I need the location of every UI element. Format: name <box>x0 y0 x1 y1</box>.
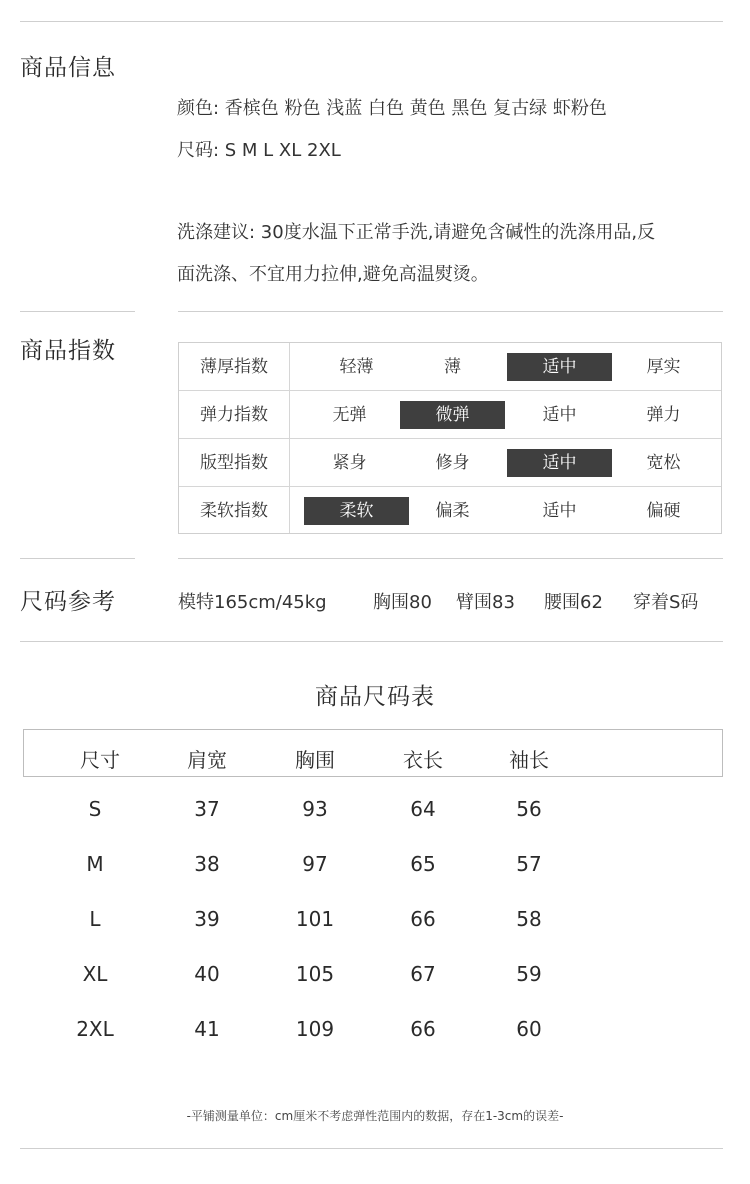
index-row-thickness <box>179 343 721 391</box>
sleeve-cell: 57 <box>516 852 542 876</box>
index-row-label: 柔软指数 <box>200 501 268 521</box>
size-cell: XL <box>82 962 108 986</box>
chest-cell: 101 <box>295 907 335 931</box>
length-cell: 67 <box>410 962 436 986</box>
arm-measure: 臂围83 <box>456 592 515 613</box>
index-option: 偏柔 <box>435 501 470 521</box>
top-divider <box>20 21 723 22</box>
index-option: 偏硬 <box>646 501 681 521</box>
wash-advice-line-2: 面洗涤、不宜用力拉伸,避免高温熨烫。 <box>177 264 489 285</box>
size-cell: M <box>86 852 104 876</box>
divider-left-2 <box>20 558 135 559</box>
chest-cell: 109 <box>295 1017 335 1041</box>
measurement-footnote: -平铺测量单位：cm厘米不考虑弹性范围内的数据，存在1-3cm的误差- <box>186 1109 564 1123</box>
size-reference-title: 尺码参考 <box>20 589 116 615</box>
size-chart-title: 商品尺码表 <box>315 684 435 710</box>
wear-size: 穿着S码 <box>633 592 699 613</box>
length-cell: 66 <box>410 907 436 931</box>
index-option-selected: 适中 <box>507 449 612 477</box>
index-option: 修身 <box>435 453 470 473</box>
chest-cell: 93 <box>302 797 328 821</box>
index-option: 厚实 <box>646 357 681 377</box>
index-option-selected: 适中 <box>507 353 612 381</box>
index-row-elasticity <box>179 391 721 439</box>
index-row-label: 薄厚指数 <box>200 357 268 377</box>
shoulder-cell: 37 <box>194 797 220 821</box>
wash-advice-line-1: 洗涤建议: 30度水温下正常手洗,请避免含碱性的洗涤用品,反 <box>177 222 656 243</box>
index-option: 适中 <box>542 501 577 521</box>
index-option-selected: 柔软 <box>304 497 409 525</box>
bust-measure: 胸围80 <box>373 592 432 613</box>
sleeve-cell: 58 <box>516 907 542 931</box>
length-cell: 64 <box>410 797 436 821</box>
size-cell: 2XL <box>76 1017 114 1041</box>
index-row-fit <box>179 439 721 487</box>
sleeve-cell: 56 <box>516 797 542 821</box>
shoulder-cell: 41 <box>194 1017 220 1041</box>
index-row-label: 弹力指数 <box>200 405 268 425</box>
divider-right-2 <box>178 558 723 559</box>
index-option: 弹力 <box>646 405 681 425</box>
index-option: 轻薄 <box>339 357 374 377</box>
chest-cell: 105 <box>295 962 335 986</box>
model-stats: 模特165cm/45kg <box>178 592 327 613</box>
product-index-table <box>178 342 722 534</box>
index-option: 紧身 <box>332 453 367 473</box>
index-option: 薄 <box>444 357 461 377</box>
product-index-title: 商品指数 <box>20 338 116 364</box>
shoulder-cell: 39 <box>194 907 220 931</box>
divider-full-3 <box>20 641 723 642</box>
size-chart-header: 胸围 <box>295 748 335 772</box>
divider-left-1 <box>20 311 135 312</box>
sleeve-cell: 60 <box>516 1017 542 1041</box>
bottom-divider <box>20 1148 723 1149</box>
waist-measure: 腰围62 <box>544 592 603 613</box>
length-cell: 65 <box>410 852 436 876</box>
shoulder-cell: 38 <box>194 852 220 876</box>
size-cell: L <box>89 907 101 931</box>
index-option: 无弹 <box>332 405 367 425</box>
index-option: 适中 <box>542 405 577 425</box>
size-chart-header: 尺寸 <box>80 748 120 772</box>
divider-right-1 <box>178 311 723 312</box>
shoulder-cell: 40 <box>194 962 220 986</box>
index-option-selected: 微弹 <box>400 401 505 429</box>
index-row-label: 版型指数 <box>200 453 268 473</box>
size-chart-header: 袖长 <box>509 748 549 772</box>
product-info-title: 商品信息 <box>20 55 116 81</box>
size-chart-header: 肩宽 <box>187 748 227 772</box>
colors-line: 颜色: 香槟色 粉色 浅蓝 白色 黄色 黑色 复古绿 虾粉色 <box>177 98 607 119</box>
chest-cell: 97 <box>302 852 328 876</box>
length-cell: 66 <box>410 1017 436 1041</box>
size-chart-header: 衣长 <box>403 748 443 772</box>
index-row-softness <box>179 487 721 535</box>
size-cell: S <box>88 797 102 821</box>
sleeve-cell: 59 <box>516 962 542 986</box>
index-option: 宽松 <box>646 453 681 473</box>
sizes-line: 尺码: S M L XL 2XL <box>177 140 341 161</box>
